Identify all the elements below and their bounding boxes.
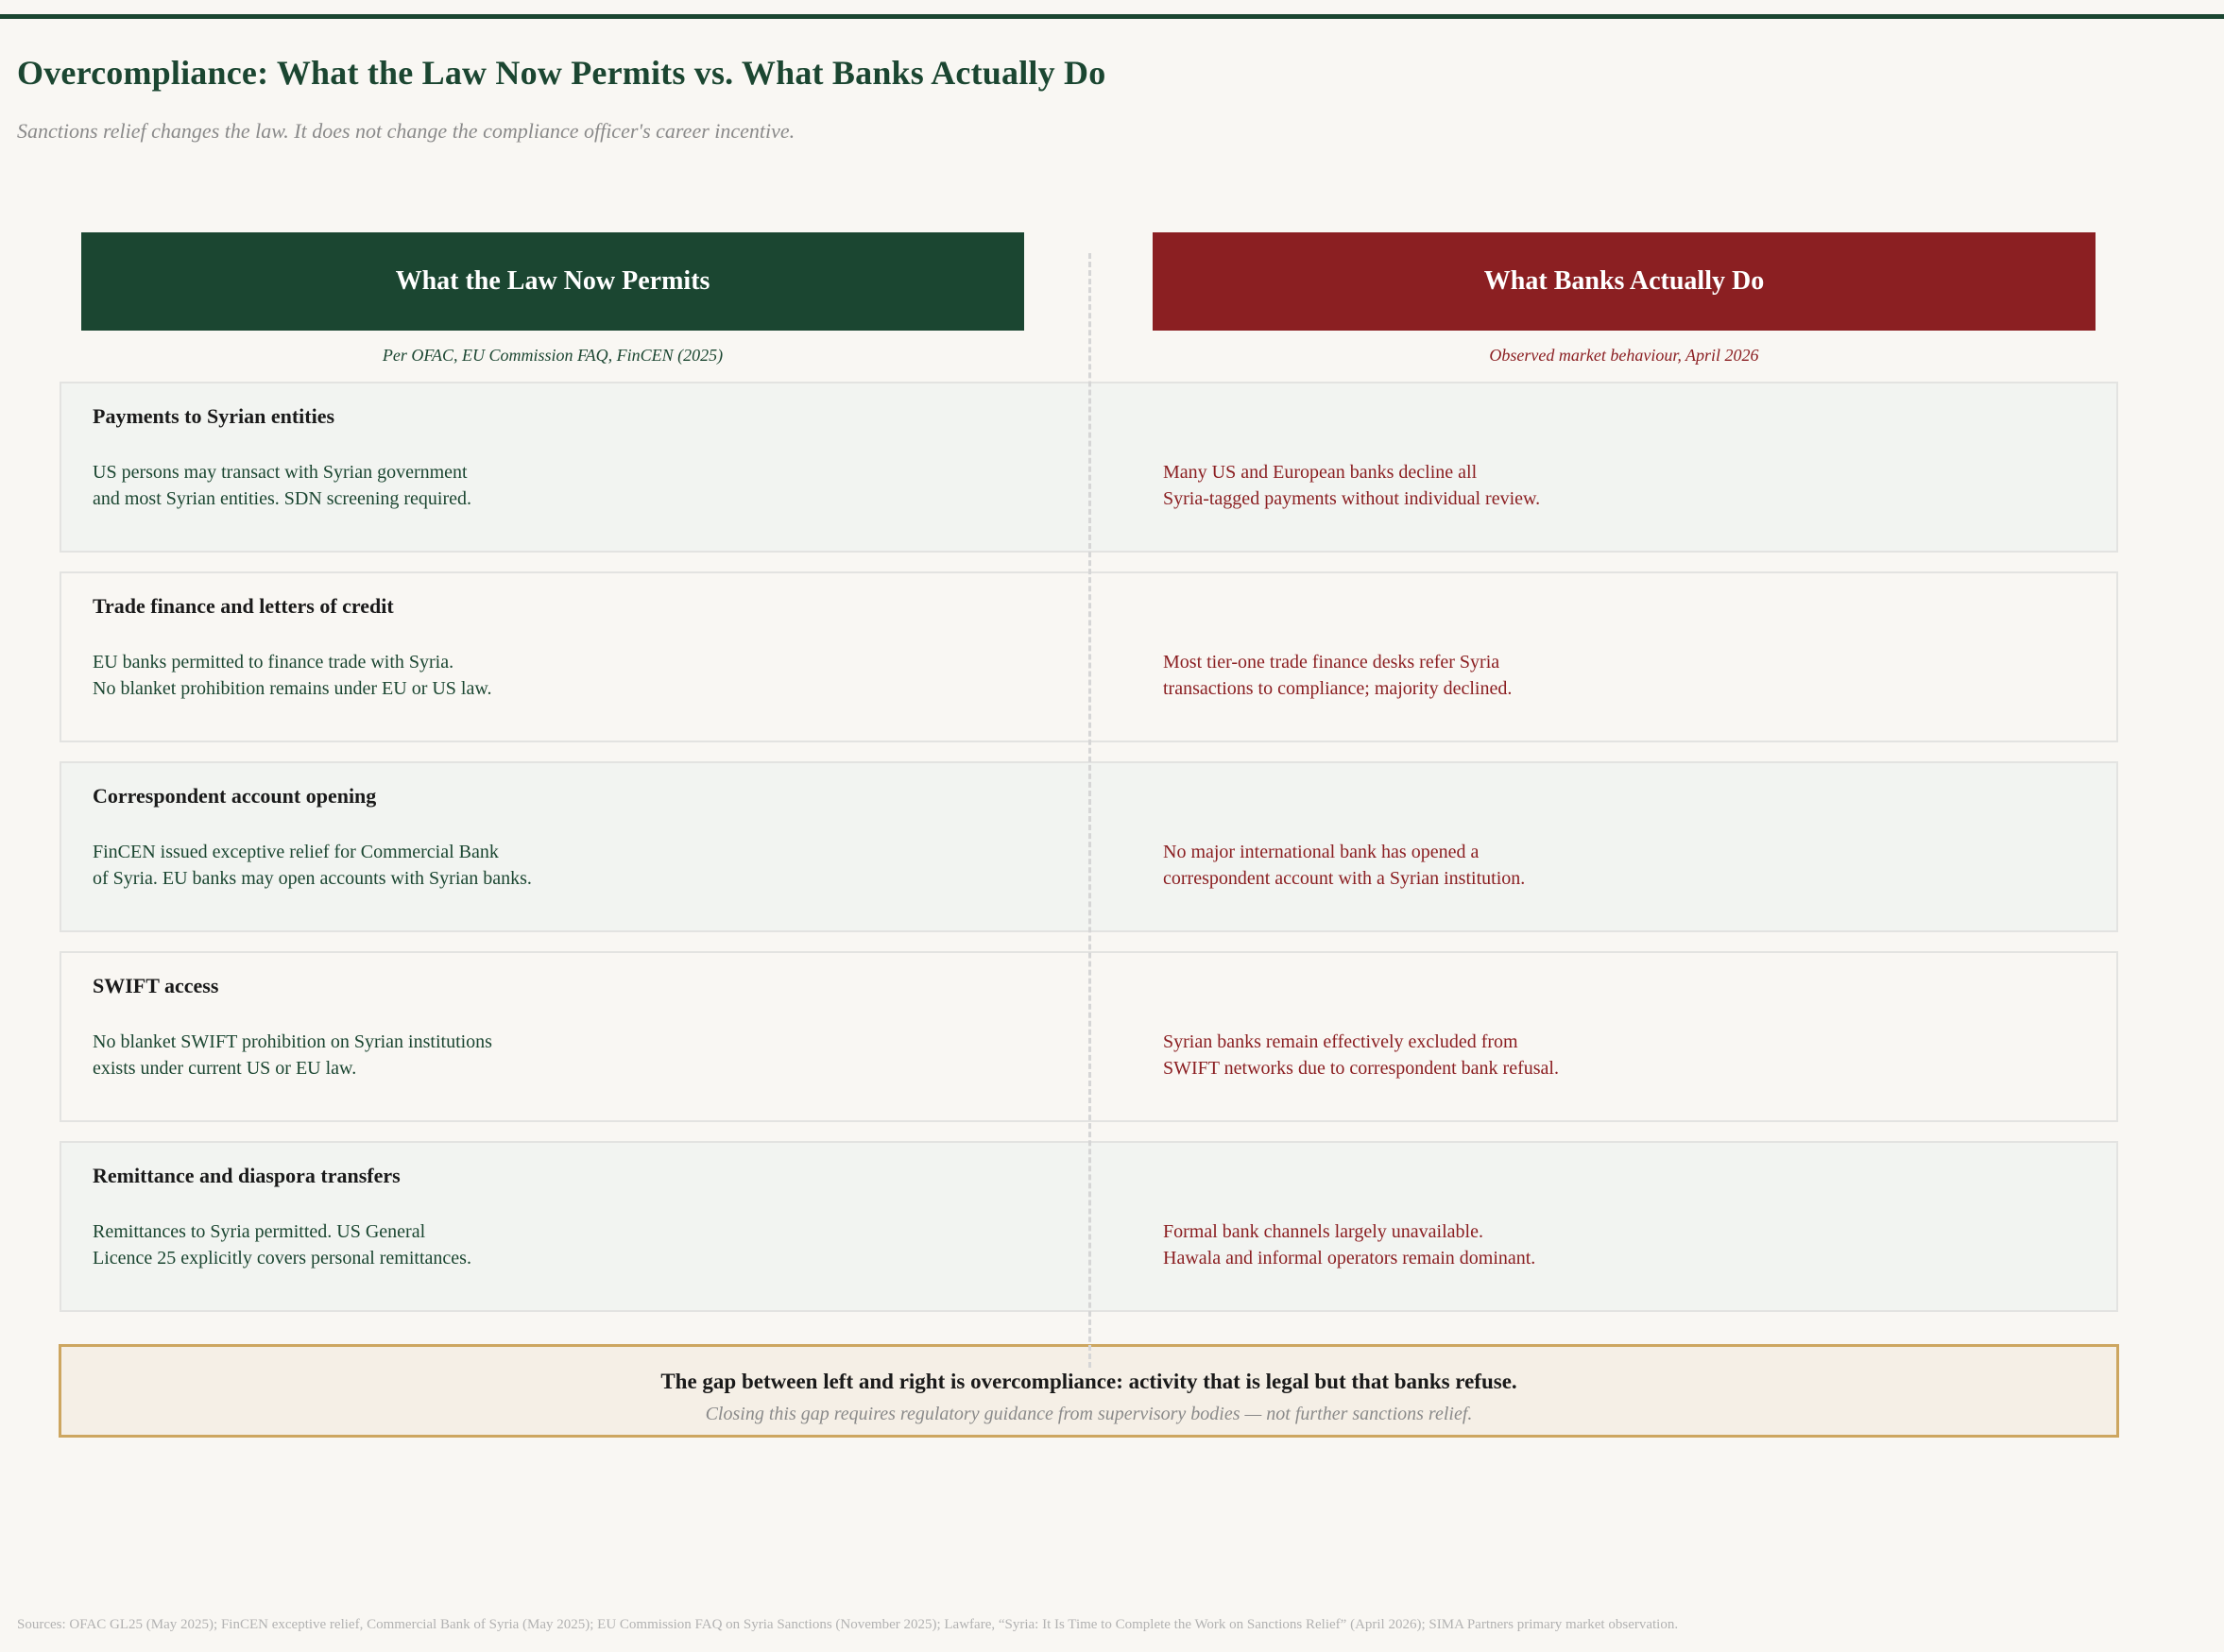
row-law-line: Licence 25 explicitly covers personal remittances. — [93, 1248, 471, 1269]
row-law-text — [93, 1029, 622, 1081]
row-law-line: No blanket SWIFT prohibition on Syrian institutions — [93, 1031, 492, 1052]
row-law-text — [93, 649, 622, 702]
row-law-text — [93, 459, 622, 512]
row-bank-text — [1163, 1218, 1692, 1271]
row-law-line: US persons may transact with Syrian government — [93, 462, 468, 483]
sources-footnote: Sources: OFAC GL25 (May 2025); FinCEN exceptive relief, Commercial Bank of Syria (May 2025); EU Commission FAQ on Syria Sanctions (November 2025); Lawfare, “Syria: It Is Time to Complete the Work on Sanctions Relief” (April 2026); SIMA Partners primary market observation. — [17, 1617, 1679, 1632]
row-bank-text — [1163, 459, 1692, 512]
row-bank-line: Syria-tagged payments without individual review. — [1163, 488, 1541, 509]
row-law-line: FinCEN issued exceptive relief for Commercial Bank — [93, 842, 499, 862]
row-law-line: EU banks permitted to finance trade with Syria. — [93, 652, 454, 673]
right-column-subtitle: Observed market behaviour, April 2026 — [1489, 346, 1759, 365]
row-bank-line: Most tier-one trade finance desks refer Syria — [1163, 652, 1500, 673]
page-title: Overcompliance: What the Law Now Permits vs. What Banks Actually Do — [17, 54, 1106, 92]
row-law-line: of Syria. EU banks may open accounts with Syrian banks. — [93, 868, 532, 889]
row-bank-line: Formal bank channels largely unavailable. — [1163, 1221, 1483, 1242]
row-bank-line: Many US and European banks decline all — [1163, 462, 1478, 483]
column-divider — [1088, 253, 1091, 1368]
callout-main-text: The gap between left and right is overcompliance: activity that is legal but that banks refuse. — [660, 1370, 1517, 1393]
row-title: Remittance and diaspora transfers — [93, 1164, 401, 1187]
row-law-text — [93, 1218, 622, 1271]
row-bank-line: correspondent account with a Syrian institution. — [1163, 868, 1526, 889]
row-law-line: Remittances to Syria permitted. US General — [93, 1221, 426, 1242]
row-law-line: exists under current US or EU law. — [93, 1058, 357, 1079]
top-rule — [0, 14, 2224, 19]
row-bank-text — [1163, 1029, 1692, 1081]
left-column-header-label: What the Law Now Permits — [395, 266, 710, 296]
row-bank-text — [1163, 839, 1692, 892]
row-bank-line: Hawala and informal operators remain dominant. — [1163, 1248, 1536, 1269]
left-column-header — [81, 232, 1024, 331]
row-bank-line: SWIFT networks due to correspondent bank refusal. — [1163, 1058, 1559, 1079]
row-title: Correspondent account opening — [93, 784, 377, 808]
row-bank-text — [1163, 649, 1692, 702]
row-title: Payments to Syrian entities — [93, 404, 335, 428]
row-law-line: and most Syrian entities. SDN screening required. — [93, 488, 472, 509]
row-law-text — [93, 839, 622, 892]
right-column-header — [1153, 232, 2096, 331]
left-column-subtitle: Per OFAC, EU Commission FAQ, FinCEN (2025) — [382, 346, 724, 365]
page-subtitle: Sanctions relief changes the law. It does not change the compliance officer's career incentive. — [17, 119, 796, 143]
row-bank-line: transactions to compliance; majority declined. — [1163, 678, 1513, 699]
row-bank-line: Syrian banks remain effectively excluded from — [1163, 1031, 1518, 1052]
row-title: Trade finance and letters of credit — [93, 594, 394, 618]
row-bank-line: No major international bank has opened a — [1163, 842, 1480, 862]
callout-sub-text: Closing this gap requires regulatory guidance from supervisory bodies — not further sanctions relief. — [705, 1404, 1473, 1424]
row-title: SWIFT access — [93, 974, 219, 997]
row-law-line: No blanket prohibition remains under EU or US law. — [93, 678, 492, 699]
right-column-header-label: What Banks Actually Do — [1483, 266, 1765, 296]
